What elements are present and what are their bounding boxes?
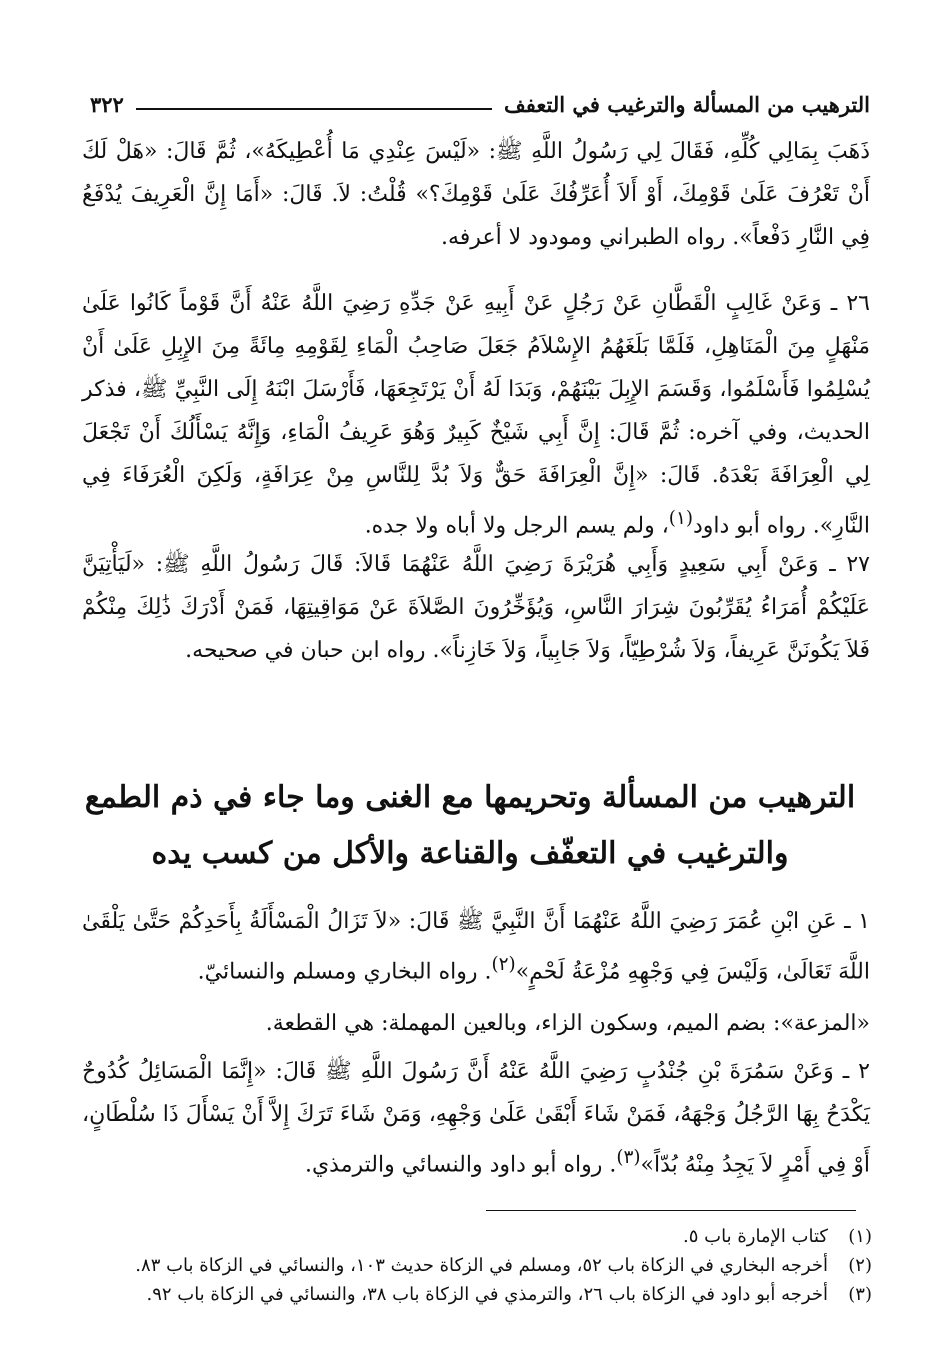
hadith-26-text: ٢٦ ـ وَعَنْ غَالِبٍ الْقَطَّانِ عَنْ رَجُلٍ عَنْ أَبِيهِ عَنْ جَدِّهِ رَضِيَ اللَّهُ عَنْهُ أَنَّ قَوْماً كَانُوا عَلَىٰ مَنْهَلٍ مِنَ الْمَنَاهِلِ، فَلَمَّا بَلَغَهُمُ الإِسْلاَمُ جَعَلَ صَاحِبُ الْمَاءِ لِقَوْمِهِ مِائَةً مِنَ الإِبِلِ عَلَىٰ أَنْ يُسْلِمُوا فَأَسْلَمُوا، وَقَسَمَ الإِبِلَ بَيْنَهُمْ، وَبَدَا لَهُ أَنْ يَرْتَجِعَهَا، فَأَرْسَلَ ابْنَهُ إِلَى النَّبِيِّ ﷺ، فذكر الحديث، وفي آخره: ثُمَّ قَالَ: إِنَّ أَبِي شَيْخٌ كَبِيرٌ وَهُوَ عَرِيفُ الْمَاءِ، وَإِنَّهُ يَسْأَلُكَ أَنْ تَجْعَلَ لِي الْعِرَافَةَ بَعْدَهُ. قَالَ: «إِنَّ الْعِرَافَةَ حَقٌّ وَلاَ بُدَّ لِلنَّاسِ مِنْ عِرَافَةٍ، وَلَكِنَ الْعُرَفَاءَ فِي النَّارِ». رواه أبو داود [82, 291, 870, 539]
hadith-26-tail: ، ولم يسم الرجل ولا أباه ولا جده. [364, 513, 669, 539]
footnote-separator [486, 1210, 856, 1211]
section-title [70, 770, 870, 882]
paragraph-text [82, 282, 870, 547]
footnote-ref-1: (١) [668, 508, 693, 529]
footnote-ref-2: (٢) [491, 954, 516, 975]
page-number: ٣٢٢ [90, 92, 124, 117]
footnote-number: (٢) [848, 1255, 872, 1276]
hadith-2 [82, 1050, 870, 1186]
gloss-text: «المزعة»: بضم الميم، وسكون الزاء، وبالعين المهملة: هي القطعة. [265, 1011, 870, 1036]
footnote-item [82, 1280, 872, 1309]
footnote-ref-3: (٣) [616, 1147, 641, 1168]
footnote-number: (٣) [848, 1284, 872, 1305]
paragraph-text [82, 1050, 870, 1186]
hadith-1 [82, 900, 870, 993]
footnote-text: أخرجه البخاري في الزكاة باب ٥٢، ومسلم في الزكاة حديث ١٠٣، والنسائي في الزكاة باب ٨٣. [135, 1255, 828, 1276]
running-title: الترهيب من المسألة والترغيب في التعفف [504, 92, 870, 117]
hadith-2-text: ٢ ـ وَعَنْ سَمُرَةَ بْنِ جُنْدُبٍ رَضِيَ اللَّهُ عَنْهُ أَنَّ رَسُولَ اللَّهِ ﷺ قَالَ: «إِنَّمَا الْمَسَائِلُ كُدُوحٌ يَكْدَحُ بِهَا الرَّجُلُ وَجْهَهُ، فَمَنْ شَاءَ أَبْقَىٰ عَلَىٰ وَجْهِهِ، وَمَنْ شَاءَ تَرَكَ إِلاَّ أَنْ يَسْأَلَ ذَا سُلْطَانٍ، أَوْ فِي أَمْرٍ لاَ يَجِدُ مِنْهُ بُدّاً» [82, 1059, 870, 1178]
footnote-number: (١) [848, 1226, 872, 1247]
hadith-27 [82, 543, 870, 672]
hadith-2-tail: . رواه أبو داود والنسائي والترمذي. [304, 1152, 617, 1178]
running-header [82, 92, 870, 117]
hadith-1-gloss [82, 1002, 870, 1045]
paragraph-text: ٢٧ ـ وَعَنْ أَبِي سَعِيدٍ وَأَبِي هُرَيْرَةَ رَضِيَ اللَّهُ عَنْهُمَا قَالاَ: قَالَ رَسُولُ اللَّهِ ﷺ: «لَيَأْتِيَنَّ عَلَيْكُمْ أُمَرَاءُ يُقَرِّبُونَ شِرَارَ النَّاسِ، وَيُؤَخِّرُونَ الصَّلاَةَ عَنْ مَوَاقِيتِهَا، فَمَنْ أَدْرَكَ ذَٰلِكَ مِنْكُمْ فَلاَ يَكُونَنَّ عَرِيفاً، وَلاَ شُرْطِيّاً، وَلاَ جَابِياً، وَلاَ خَازِناً». رواه ابن حبان في صحيحه. [82, 552, 870, 663]
paragraph-text [82, 900, 870, 993]
footnote-text: أخرجه أبو داود في الزكاة باب ٢٦، والترمذي في الزكاة باب ٣٨، والنسائي في الزكاة باب ٩٢. [146, 1284, 828, 1305]
footnotes [82, 1222, 872, 1309]
footnote-item [82, 1222, 872, 1251]
header-rule [136, 108, 492, 110]
hadith-1-text: ١ ـ عَنِ ابْنِ عُمَرَ رَضِيَ اللَّهُ عَنْهُمَا أَنَّ النَّبِيَّ ﷺ قَالَ: «لاَ تَزَالُ الْمَسْأَلَةُ بِأَحَدِكُمْ حَتَّىٰ يَلْقَىٰ اللَّهَ تَعَالَىٰ، وَلَيْسَ فِي وَجْهِهِ مُزْعَةُ لَحْمٍ» [82, 909, 870, 985]
hadith-1-tail: . رواه البخاري ومسلم والنسائيّ. [197, 959, 492, 985]
paragraph-continuation [82, 130, 870, 259]
section-title-line-1: الترهيب من المسألة وتحريمها مع الغنى وما جاء في ذم الطمع [84, 780, 856, 815]
footnote-item [82, 1251, 872, 1280]
footnote-text: كتاب الإمارة باب ٥. [683, 1226, 828, 1247]
paragraph-text: ذَهَبَ بِمَالِي كُلِّهِ، فَقَالَ لِي رَسُولُ اللَّهِ ﷺ: «لَيْسَ عِنْدِي مَا أُعْطِيكَهُ»، ثُمَّ قَالَ: «هَلْ لَكَ أَنْ تَعْرُفَ عَلَىٰ قَوْمِكَ، أَوْ أَلاَ أُعَرِّفُكَ عَلَىٰ قَوْمِكَ؟» قُلْتُ: لاَ. قَالَ: «أَمَا إِنَّ الْعَرِيفَ يُدْفَعُ فِي النَّارِ دَفْعاً». رواه الطبراني ومودود لا أعرفه. [82, 139, 870, 250]
section-title-line-2: والترغيب في التعفّف والقناعة والأكل من كسب يده [151, 836, 789, 871]
hadith-26 [82, 282, 870, 547]
